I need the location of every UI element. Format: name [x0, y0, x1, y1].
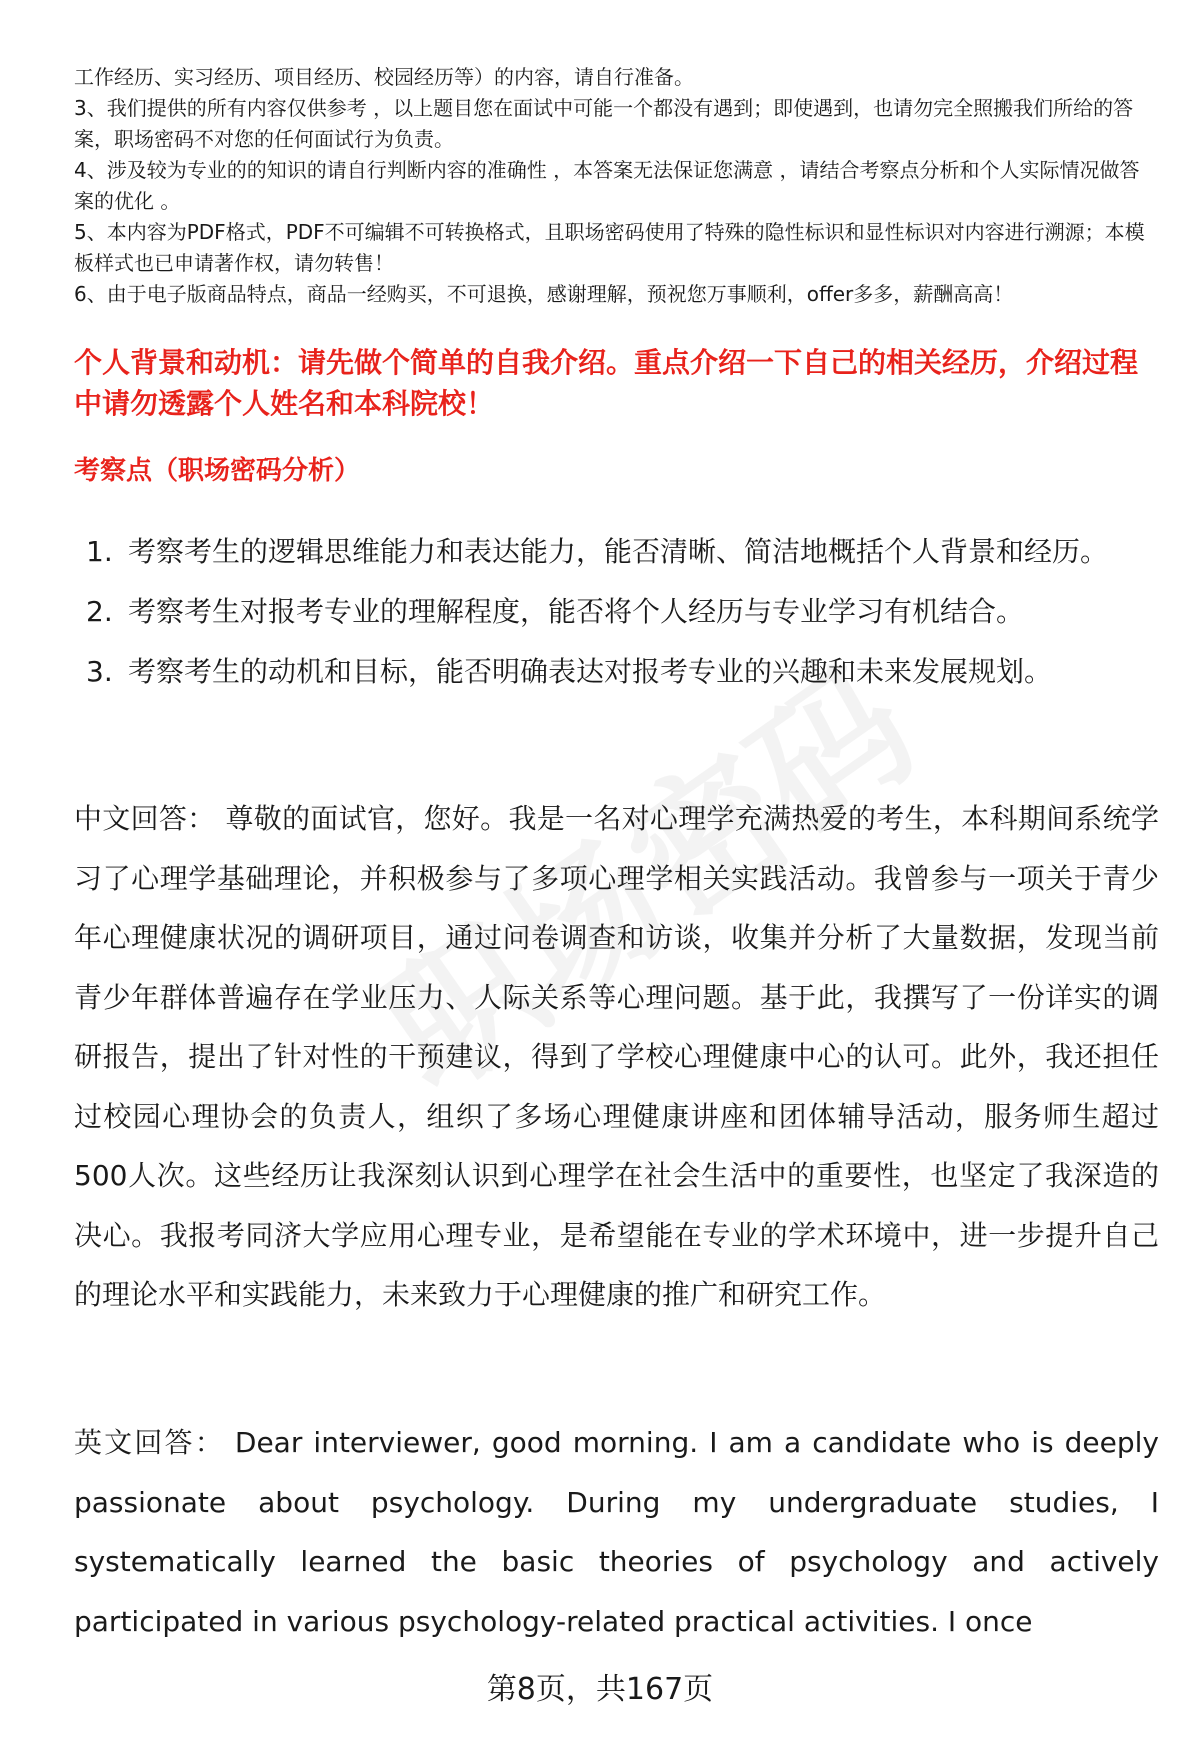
list-item-text: 考察考生对报考专业的理解程度，能否将个人经历与专业学习有机结合。: [128, 595, 1025, 628]
note-line: 3、我们提供的所有内容仅供参考 ，以上题目您在面试中可能一个都没有遇到；即使遇到，也请勿完全照搬我们所给的答案，职场密码不对您的任何面试行为负责。: [74, 96, 1134, 151]
list-item-text: 考察考生的动机和目标，能否明确表达对报考专业的兴趣和未来发展规划。: [128, 655, 1053, 688]
chinese-answer-text: 尊敬的面试官，您好。我是一名对心理学充满热爱的考生，本科期间系统学习了心理学基础理论，并积极参与了多项心理学相关实践活动。我曾参与一项关于青少年心理健康状况的调研项目，通过问卷调查和访谈，收集并分析了大量数据，发现当前青少年群体普遍存在学业压力、人际关系等心理问题。基于此，我撰写了一份详实的调研报告，提出了针对性的干预建议，得到了学校心理健康中心的认可。此外，我还担任过校园心理协会的负责人，组织了多场心理健康讲座和团体辅导活动，服务师生超过500人次。这些经历让我深刻认识到心理学在社会生活中的重要性，也坚定了我深造的决心。我报考同济大学应用心理专业，是希望能在专业的学术环境中，进一步提升自己的理论水平和实践能力，未来致力于心理健康的推广和研究工作。: [74, 802, 1159, 1311]
list-item-number: 2.: [86, 595, 113, 628]
exam-points-list: [74, 522, 1159, 702]
page-number: 第8页，共167页: [486, 1672, 714, 1707]
note-line: 工作经历、实习经历、项目经历、校园经历等）的内容，请自行准备。: [74, 65, 694, 89]
chinese-answer-label: 中文回答：: [74, 802, 216, 835]
note-line: 4、涉及较为专业的的知识的请自行判断内容的准确性 ，本答案无法保证您满意 ，请结合考察点分析和个人实际情况做答案的优化 。: [74, 158, 1140, 213]
english-answer: [74, 1413, 1159, 1651]
note-line: 6、由于电子版商品特点，商品一经购买，不可退换，感谢理解，预祝您万事顺利，offer多多，薪酬高高！: [74, 282, 1014, 306]
list-item-number: 1.: [86, 535, 113, 568]
list-item: [74, 582, 1159, 642]
english-answer-text: Dear interviewer, good morning. I am a candidate who is deeply passionate about psychology. During my undergraduate studies, I systematically learned the basic theories of psychology and actively participated in various psychology-related practical activities. I once: [74, 1426, 1159, 1638]
exam-points-title: 考察点（职场密码分析）: [74, 456, 361, 486]
list-item-number: 3.: [86, 655, 113, 688]
notes-block: [74, 62, 1159, 310]
question-heading: 个人背景和动机：请先做个简单的自我介绍。重点介绍一下自己的相关经历，介绍过程中请勿透露个人姓名和本科院校！: [74, 346, 1139, 420]
english-answer-label: 英文回答：: [74, 1426, 225, 1459]
note-line: 5、本内容为PDF格式，PDF不可编辑不可转换格式，且职场密码使用了特殊的隐性标识和显性标识对内容进行溯源；本模板样式也已申请著作权，请勿转售！: [74, 220, 1145, 275]
list-item: [74, 522, 1159, 582]
chinese-answer: [74, 789, 1159, 1325]
list-item: [74, 642, 1159, 702]
list-item-text: 考察考生的逻辑思维能力和表达能力，能否清晰、简洁地概括个人背景和经历。: [128, 535, 1109, 568]
